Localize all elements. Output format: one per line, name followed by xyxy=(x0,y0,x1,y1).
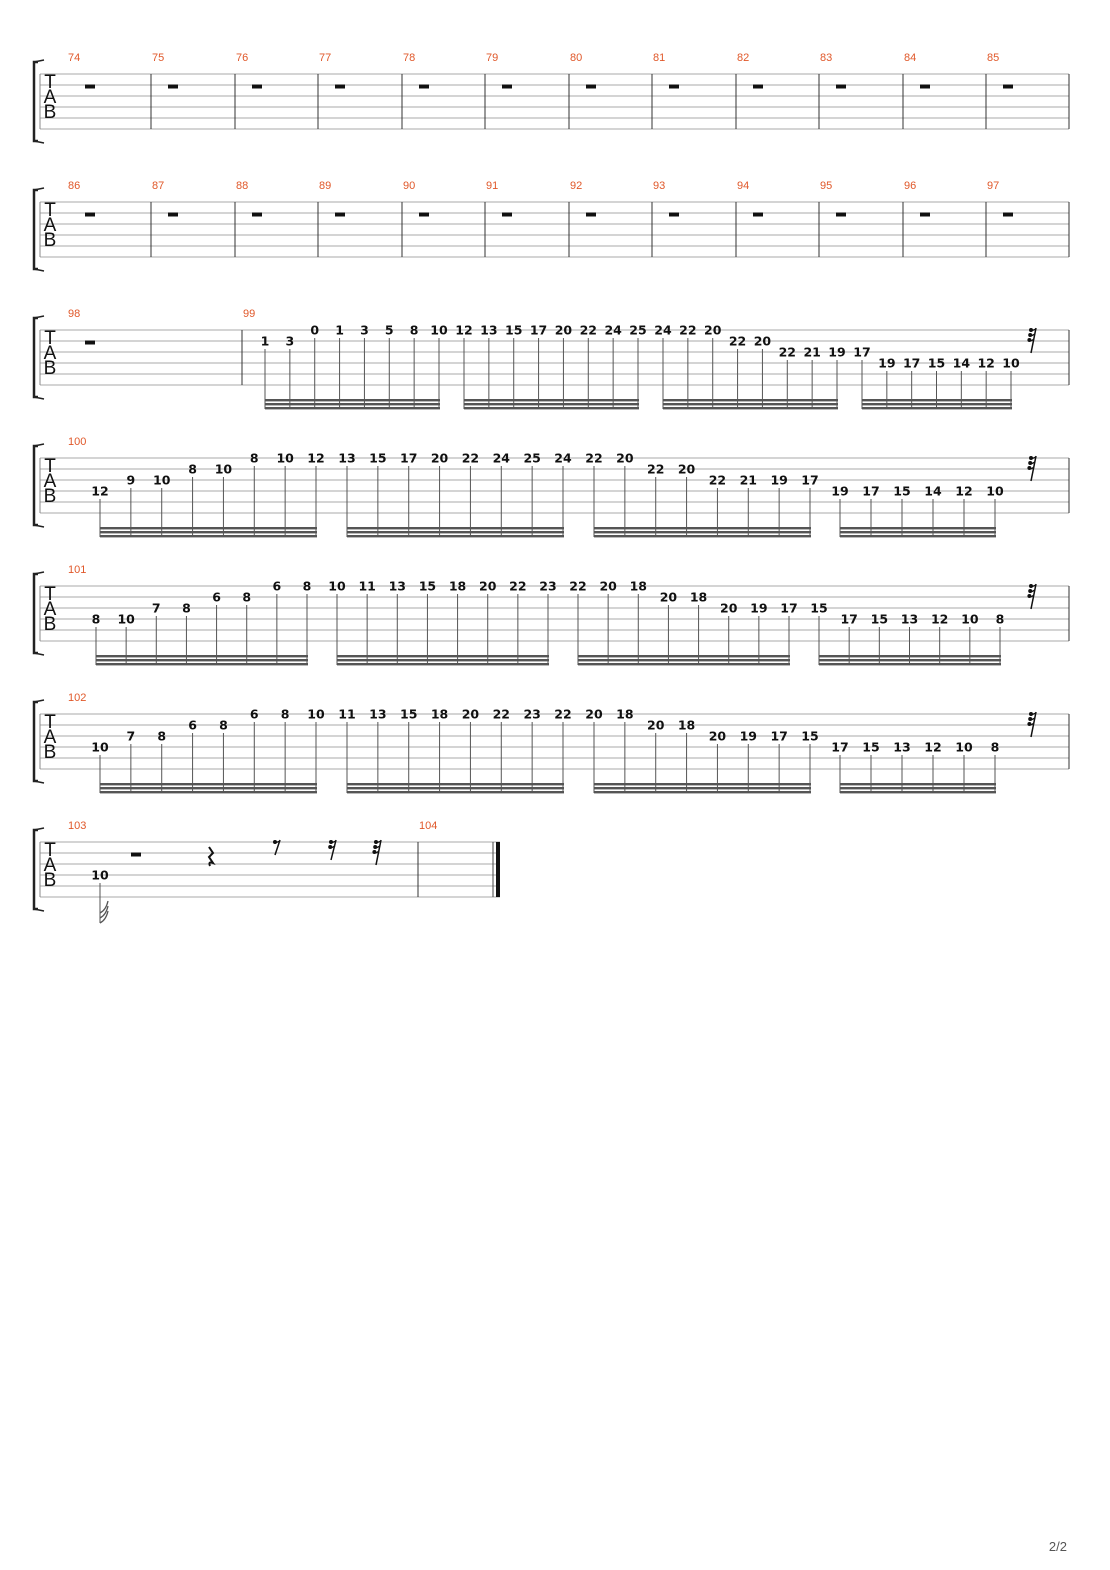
staff-system xyxy=(34,308,1069,409)
fret-number: 15 xyxy=(418,578,437,594)
beam xyxy=(840,783,996,785)
fret-number: 20 xyxy=(708,728,727,744)
beam xyxy=(819,663,1001,665)
beam xyxy=(862,407,1012,409)
fret-number: 8 xyxy=(990,739,1000,755)
system-bracket xyxy=(34,190,38,269)
half-rest xyxy=(920,85,930,89)
sixteenth-rest xyxy=(328,840,336,860)
tab-clef-letter: A xyxy=(43,599,57,620)
beam xyxy=(594,527,811,529)
bar-number: 86 xyxy=(68,180,81,192)
note-group xyxy=(92,579,312,666)
system-bracket xyxy=(34,574,38,653)
half-rest xyxy=(1003,213,1013,217)
fret-number: 8 xyxy=(995,611,1005,627)
half-rest xyxy=(586,85,596,89)
fret-number: 24 xyxy=(604,322,622,338)
half-rest xyxy=(502,213,512,217)
beam xyxy=(347,527,564,529)
bar-number: 78 xyxy=(403,52,416,64)
fret-number: 11 xyxy=(338,706,356,722)
fret-number: 19 xyxy=(770,472,788,488)
half-rest xyxy=(252,213,262,217)
fret-number: 6 xyxy=(212,589,221,605)
fret-number: 21 xyxy=(739,472,757,488)
tab-clef-letter: B xyxy=(43,614,57,635)
tab-clef-letter: T xyxy=(44,840,56,861)
fret-number: 22 xyxy=(679,322,697,338)
fret-number: 20 xyxy=(720,600,738,616)
bar-number: 81 xyxy=(653,52,666,64)
fret-number: 22 xyxy=(509,578,527,594)
beam xyxy=(840,527,996,529)
bar-number: 82 xyxy=(737,52,750,64)
fret-number: 22 xyxy=(569,578,587,594)
bar-number: 100 xyxy=(68,436,87,448)
fret-number: 6 xyxy=(188,717,197,733)
tab-clef-letter: B xyxy=(43,870,57,891)
fret-number: 13 xyxy=(338,450,356,466)
bar-number: 88 xyxy=(236,180,249,192)
tab-clef-letter: A xyxy=(43,471,57,492)
fret-number: 20 xyxy=(659,589,678,605)
fret-number: 20 xyxy=(704,322,722,338)
half-rest xyxy=(836,213,846,217)
tab-clef-letter: B xyxy=(43,358,57,379)
fret-number: 17 xyxy=(840,611,858,627)
note-group xyxy=(91,451,324,538)
bar-number: 104 xyxy=(419,820,438,832)
staff-system xyxy=(34,820,500,923)
staff-system xyxy=(34,692,1069,793)
tab-clef-letter: B xyxy=(43,230,57,251)
fret-number: 11 xyxy=(358,578,376,594)
fret-number: 10 xyxy=(153,472,171,488)
fret-number: 22 xyxy=(492,706,510,722)
fret-number: 15 xyxy=(810,600,828,616)
system-bracket xyxy=(34,62,38,141)
system-bracket xyxy=(34,702,38,781)
fret-number: 10 xyxy=(955,739,973,755)
fret-number: 10 xyxy=(91,739,109,755)
beam xyxy=(464,403,639,405)
bar-number: 89 xyxy=(319,180,332,192)
tab-clef-letter: A xyxy=(43,87,57,108)
system-bracket xyxy=(34,318,38,397)
fret-number: 19 xyxy=(828,344,846,360)
fret-number: 6 xyxy=(249,706,259,722)
beam xyxy=(337,663,549,665)
beam xyxy=(819,659,1001,661)
fret-number: 20 xyxy=(554,322,573,338)
fret-number: 10 xyxy=(307,706,325,722)
fret-number: 20 xyxy=(753,333,772,349)
beam xyxy=(464,399,639,401)
note-group xyxy=(261,323,448,410)
fret-number: 18 xyxy=(448,578,467,594)
beam xyxy=(594,791,811,793)
bar-number: 75 xyxy=(152,52,165,64)
beam xyxy=(96,655,308,657)
fret-number: 12 xyxy=(91,483,109,499)
fret-number: 10 xyxy=(214,461,233,477)
fret-number: 5 xyxy=(384,322,394,338)
fret-number: 1 xyxy=(260,333,270,349)
beam xyxy=(594,531,811,533)
tab-clef-letter: T xyxy=(44,456,56,477)
fret-number: 17 xyxy=(831,739,849,755)
half-rest xyxy=(586,213,596,217)
beam xyxy=(594,535,811,537)
note-group xyxy=(810,601,1004,666)
fret-number: 8 xyxy=(91,611,101,627)
note-group xyxy=(585,707,818,794)
system-bracket xyxy=(34,830,38,909)
fret-number: 10 xyxy=(91,867,109,883)
tab-clef-letter: T xyxy=(44,72,56,93)
fret-number: 15 xyxy=(893,483,911,499)
fret-number: 10 xyxy=(430,322,448,338)
fret-number: 10 xyxy=(961,611,979,627)
fret-number: 15 xyxy=(870,611,889,627)
beam xyxy=(840,531,996,533)
fret-number: 8 xyxy=(302,578,312,594)
fret-number: 15 xyxy=(369,450,387,466)
fret-number: 21 xyxy=(803,344,821,360)
bar-number: 80 xyxy=(570,52,583,64)
beam xyxy=(347,791,564,793)
half-rest xyxy=(168,213,178,217)
tab-clef-letter: T xyxy=(44,712,56,733)
note-group xyxy=(831,740,999,794)
fret-number: 14 xyxy=(924,483,942,499)
beam xyxy=(819,655,1001,657)
beam xyxy=(862,399,1012,401)
note-group xyxy=(569,579,797,666)
fret-number: 12 xyxy=(977,355,995,371)
beam xyxy=(663,407,838,409)
fret-number: 10 xyxy=(328,578,346,594)
note-group xyxy=(91,707,325,794)
fret-number: 22 xyxy=(585,450,603,466)
fret-number: 24 xyxy=(654,322,672,338)
beam xyxy=(840,791,996,793)
fret-number: 19 xyxy=(831,483,849,499)
fret-number: 20 xyxy=(430,450,449,466)
bar-number: 79 xyxy=(486,52,499,64)
fret-number: 13 xyxy=(369,706,387,722)
half-rest xyxy=(753,213,763,217)
bar-number: 77 xyxy=(319,52,332,64)
fret-number: 8 xyxy=(182,600,191,616)
fret-number: 20 xyxy=(479,578,497,594)
tab-clef-letter: B xyxy=(43,102,57,123)
bar-number: 76 xyxy=(236,52,249,64)
fret-number: 24 xyxy=(492,450,510,466)
fret-number: 17 xyxy=(400,450,418,466)
tab-clef-letter: T xyxy=(44,200,56,221)
fret-number: 9 xyxy=(126,472,136,488)
half-rest xyxy=(502,85,512,89)
fret-number: 8 xyxy=(157,728,167,744)
beam xyxy=(840,787,996,789)
fret-number: 12 xyxy=(924,739,942,755)
note-group xyxy=(338,707,571,794)
beam xyxy=(578,659,790,661)
fret-number: 22 xyxy=(647,461,665,477)
fret-number: 3 xyxy=(360,322,369,338)
note-group xyxy=(831,484,1004,538)
fret-number: 14 xyxy=(952,355,971,371)
fret-number: 15 xyxy=(862,739,880,755)
bar-number: 84 xyxy=(904,52,917,64)
fret-number: 8 xyxy=(280,706,290,722)
fret-number: 19 xyxy=(750,600,768,616)
beam xyxy=(464,407,639,409)
fret-number: 15 xyxy=(801,728,819,744)
tab-clef-letter: A xyxy=(43,343,57,364)
fret-number: 20 xyxy=(616,450,634,466)
fret-number: 17 xyxy=(770,728,788,744)
fret-number: 10 xyxy=(1002,355,1020,371)
fret-number: 10 xyxy=(117,611,135,627)
note-group xyxy=(654,323,845,410)
fret-number: 17 xyxy=(780,600,798,616)
half-rest xyxy=(85,341,95,345)
bar-number: 91 xyxy=(486,180,499,192)
fret-number: 22 xyxy=(554,706,572,722)
fret-number: 7 xyxy=(151,600,161,616)
half-rest xyxy=(131,853,141,857)
beam xyxy=(100,791,317,793)
fret-number: 18 xyxy=(689,589,708,605)
fret-number: 12 xyxy=(307,450,325,466)
half-rest xyxy=(669,85,679,89)
note-group xyxy=(585,451,818,538)
tab-clef-letter: A xyxy=(43,727,57,748)
fret-number: 1 xyxy=(335,322,344,338)
staff-system xyxy=(34,564,1069,665)
half-rest xyxy=(168,85,178,89)
fret-number: 6 xyxy=(272,578,282,594)
bar-number: 83 xyxy=(820,52,833,64)
fret-number: 10 xyxy=(986,483,1004,499)
bar-number: 85 xyxy=(987,52,1000,64)
half-rest xyxy=(335,213,345,217)
fret-number: 19 xyxy=(739,728,757,744)
fret-number: 13 xyxy=(893,739,911,755)
fret-number: 20 xyxy=(461,706,480,722)
tab-clef-letter: T xyxy=(44,584,56,605)
fret-number: 17 xyxy=(801,472,819,488)
bar-number: 92 xyxy=(570,180,583,192)
bar-number: 90 xyxy=(403,180,416,192)
beam xyxy=(862,403,1012,405)
beam xyxy=(347,531,564,533)
fret-number: 8 xyxy=(219,717,228,733)
fret-number: 10 xyxy=(276,450,294,466)
half-rest xyxy=(669,213,679,217)
fret-number: 22 xyxy=(728,333,747,349)
bar-number: 101 xyxy=(68,564,87,576)
beam xyxy=(265,403,440,405)
beam xyxy=(347,783,564,785)
beam xyxy=(578,655,790,657)
half-rest xyxy=(920,213,930,217)
beam xyxy=(594,787,811,789)
half-rest xyxy=(85,213,95,217)
fret-number: 18 xyxy=(629,578,647,594)
half-rest xyxy=(419,85,429,89)
beam xyxy=(347,787,564,789)
bar-number: 98 xyxy=(68,308,81,320)
staff-system xyxy=(34,52,1069,143)
fret-number: 13 xyxy=(480,322,498,338)
note-group xyxy=(853,345,1020,410)
quarter-rest xyxy=(209,847,213,866)
half-rest xyxy=(836,85,846,89)
beam xyxy=(96,659,308,661)
beam xyxy=(347,535,564,537)
fret-number: 17 xyxy=(853,344,871,360)
fret-number: 15 xyxy=(505,322,523,338)
beam xyxy=(100,787,317,789)
beam xyxy=(663,399,838,401)
fret-number: 25 xyxy=(523,450,541,466)
fret-number: 25 xyxy=(629,322,647,338)
fret-number: 22 xyxy=(778,344,796,360)
fret-number: 17 xyxy=(902,355,921,371)
tab-clef-letter: A xyxy=(43,215,57,236)
staff-system xyxy=(34,436,1069,537)
tab-clef-letter: B xyxy=(43,742,57,763)
bar-number: 99 xyxy=(243,308,256,320)
final-barline xyxy=(496,842,500,897)
bar-number: 74 xyxy=(68,52,81,64)
fret-number: 18 xyxy=(430,706,449,722)
half-rest xyxy=(85,85,95,89)
bar-number: 103 xyxy=(68,820,87,832)
beam xyxy=(100,783,317,785)
beam xyxy=(265,407,440,409)
page-number: 2/2 xyxy=(1048,1539,1067,1554)
fret-number: 23 xyxy=(523,706,541,722)
beam xyxy=(578,663,790,665)
beam xyxy=(337,655,549,657)
fret-number: 18 xyxy=(677,717,696,733)
staff-system xyxy=(34,180,1069,271)
half-rest xyxy=(335,85,345,89)
bar-number: 97 xyxy=(987,180,1000,192)
fret-number: 19 xyxy=(878,355,896,371)
note-group xyxy=(338,451,572,538)
note-group xyxy=(455,323,646,410)
system-bracket xyxy=(34,446,38,525)
beam xyxy=(100,535,317,537)
tab-clef-letter: A xyxy=(43,855,57,876)
fret-number: 12 xyxy=(955,483,973,499)
bar-number: 93 xyxy=(653,180,666,192)
fret-number: 0 xyxy=(310,322,320,338)
fret-number: 12 xyxy=(455,322,473,338)
fret-number: 7 xyxy=(126,728,136,744)
fret-number: 22 xyxy=(579,322,597,338)
fret-number: 13 xyxy=(388,578,406,594)
beam xyxy=(100,531,317,533)
fret-number: 13 xyxy=(900,611,919,627)
tab-clef-letter: T xyxy=(44,328,56,349)
half-rest xyxy=(753,85,763,89)
fret-number: 18 xyxy=(616,706,634,722)
beam xyxy=(840,535,996,537)
bar-number: 102 xyxy=(68,692,87,704)
bar-number: 87 xyxy=(152,180,165,192)
beam xyxy=(337,659,549,661)
beam xyxy=(100,527,317,529)
fret-number: 20 xyxy=(585,706,603,722)
beam xyxy=(663,403,838,405)
fret-number: 8 xyxy=(409,322,419,338)
half-rest xyxy=(419,213,429,217)
fret-number: 17 xyxy=(529,322,548,338)
fret-number: 20 xyxy=(677,461,696,477)
fret-number: 22 xyxy=(708,472,727,488)
tab-clef-letter: B xyxy=(43,486,57,507)
fret-number: 15 xyxy=(400,706,418,722)
fret-number: 22 xyxy=(461,450,480,466)
fret-number: 20 xyxy=(647,717,665,733)
half-rest xyxy=(252,85,262,89)
fret-number: 23 xyxy=(539,578,557,594)
beam xyxy=(265,399,440,401)
fret-number: 24 xyxy=(554,450,572,466)
fret-number: 8 xyxy=(188,461,197,477)
beam xyxy=(96,663,308,665)
note-group xyxy=(328,579,556,666)
fret-number: 15 xyxy=(927,355,946,371)
bar-number: 94 xyxy=(737,180,750,192)
fret-number: 17 xyxy=(862,483,880,499)
fret-number: 12 xyxy=(930,611,949,627)
bar-number: 95 xyxy=(820,180,833,192)
fret-number: 20 xyxy=(599,578,617,594)
bar-number: 96 xyxy=(904,180,917,192)
beam xyxy=(594,783,811,785)
half-rest xyxy=(1003,85,1013,89)
fret-number: 8 xyxy=(242,589,252,605)
fret-number: 3 xyxy=(285,333,295,349)
fret-number: 8 xyxy=(249,450,259,466)
